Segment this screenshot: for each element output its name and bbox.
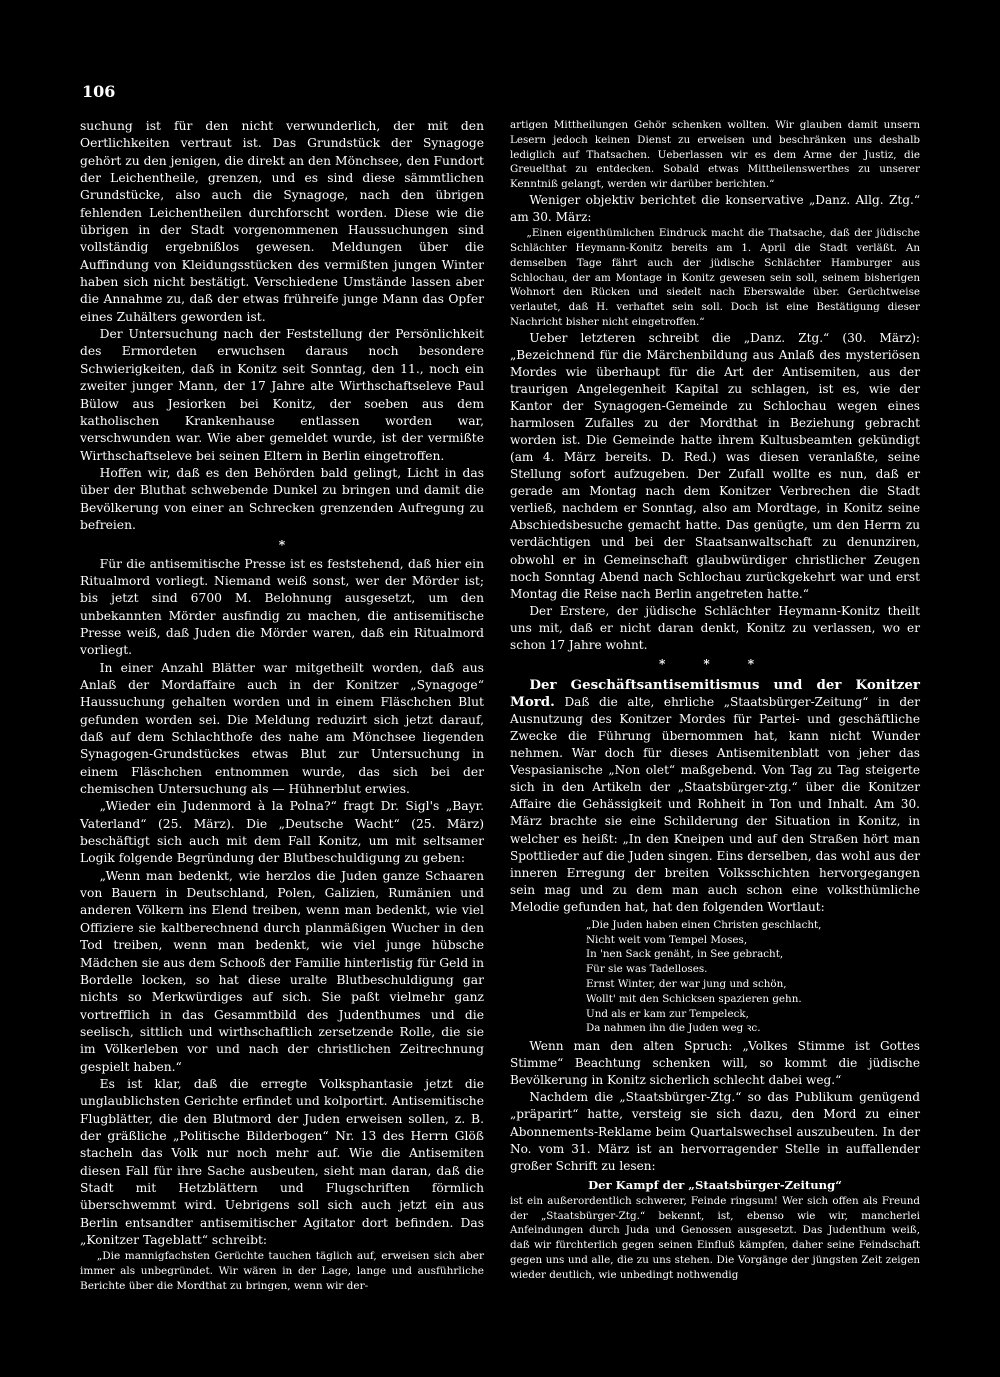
paragraph: Für die antisemitische Presse ist es feststehend, daß hier ein Ritualmord vorliegt. Niemand weiß sonst, wer der Mörder ist; bis jetzt sind 6700 M. Belohnung ausgesetzt, um den unbekannten Mörder ausfindig zu machen, die antisemitische Presse weiß, daß Juden die Mörder waren, daß ein Ritualmord vorliegt. xyxy=(80,556,484,658)
paragraph: suchung ist für den nicht verwunderlich, der mit den Oertlichkeiten vertraut ist. Das Grundstück der Synagoge gehört zu den jenigen, die direkt an den Mönchsee, den Fundort der Leichentheile, grenzen, und es sind diese sämmtlichen Grundstücke, also auch die Synagoge, nach den übrigen fehlenden Leichentheilen durchforscht worden. Diese wie die übrigen in der Stadt vorgenommenen Haussuchungen sind vollständig ergebnißlos gewesen. Meldungen über die Auffindung von Kleidungsstücken des vermißten jungen Winter haben sich nicht bestätigt. Verschiedene Umstände lassen aber die Annahme zu, daß der etwas frühreife junge Mann das Opfer eines Zuhälters geworden ist. xyxy=(80,119,484,324)
paragraph: „Wieder ein Judenmord à la Polna?“ fragt Dr. Sigl's „Bayr. Vaterland“ (25. März). Die „Deutsche Wacht“ (25. März) beschäftigt sich auch mit dem Fall Konitz, um mit seltsamer Logik folgende Begründung der Blutbeschuldigung zu geben: xyxy=(80,799,484,866)
quoted-paragraph: „Die mannigfachsten Gerüchte tauchen täglich auf, erweisen sich aber immer als unbegründet. Wir wären in der Lage, lange und ausführliche Berichte über die Mordthat zu bringen, wenn wir der- xyxy=(80,1250,484,1293)
quoted-paragraph: „Einen eigenthümlichen Eindruck macht die Thatsache, daß der jüdische Schlächter Heymann-Konitz bereits am 1. April die Stadt verläßt. An demselben Tage fährt auch der jüdische Schlächter Hamburger aus Schlochau, der am Montage in Konitz gewesen sein soll, seinem bisherigen Wohnort den Rücken und siedelt nach Eberswalde über. Gerüchtweise verlautet, daß H. verhaftet sein soll. Doch ist eine Bestätigung dieser Nachricht bisher nicht eingetroffen.“ xyxy=(510,227,920,328)
paragraph: Der Erstere, der jüdische Schlächter Heymann-Konitz theilt uns mit, daß er nicht daran denkt, Konitz zu verlassen, wo er schon 17 Jahre wohnt. xyxy=(510,603,920,652)
verse-line: Ernst Winter, der war jung und schön, xyxy=(586,978,787,990)
section-separator-stars: * * * xyxy=(658,656,772,671)
article-body-text: Daß die alte, ehrliche „Staatsbürger-Zeitung“ in der Ausnutzung des Konitzer Mordes für Partei- und geschäftliche Zwecke die Führung übernommen hat, kann nicht Wunder nehmen. War doch für dieses Antisemitenblatt von jeher das Vespasianische „Non olet“ maßgebend. Von Tag zu Tag steigerte sich in den Artikeln der „Staatsbürger-ztg.“ über die Konitzer Affaire die Gehässigkeit und Rohheit in Ton und Inhalt. Am 30. März brachte sie eine Schilderung der Situation in Konitz, in welcher es heißt: „In den Kneipen und auf den Straßen hört man Spottlieder auf die Juden singen. Eins derselben, das wohl aus der inneren Erregung der breiten Volksschichten hervorgegangen sein mag und zu dem man auch schon eine volksthümliche Melodie gefunden hat, hat den folgenden Wortlaut: xyxy=(510,695,920,914)
paragraph: Ueber letzteren schreibt die „Danz. Ztg.“ (30. März): „Bezeichnend für die Märchenbildung aus Anlaß des mysteriösen Mordes wie überhaupt für die Art der Antisemiten, aus der traurigen Angelegenheit Kapital zu schlagen, ist es, wie der Kantor der Synagogen-Gemeinde zu Schlochau wegen eines harmlosen Zufalles zu der Mordthat in Beziehung gebracht worden ist. Die Gemeinde hatte ihrem Kultusbeamten gekündigt (am 4. März bereits. D. Red.) was diesen veranlaßte, seine Stellung sofort aufzugeben. Der Zufall wollte es nun, daß er gerade am Montag nach dem Konitzer Verbrechen die Stadt verließ, nachdem er Sonntag, also am Mordtage, in Konitz seine Abschiedsbesuche gemacht hatte. Das genügte, um den Herrn zu verdächtigen und bei der Staatsanwaltschaft zu denunziren, obwohl er in Gemeinschaft glaubwürdiger christlicher Zeugen noch Sonntag Abend nach Schlochau zurückgekehrt war und erst Montag die Reise nach Berlin angetreten hatte.“ xyxy=(510,330,920,601)
paragraph: Der Untersuchung nach der Feststellung der Persönlichkeit des Ermordeten erwuchsen daraus noch besondere Schwierigkeiten, daß in Konitz seit Sonntag, den 11., noch ein zweiter junger Mann, der 17 Jahre alte Wirthschaftseleve Paul Bülow aus Jesiorken bei Konitz, der soeben aus dem katholischen Krankenhause entlassen worden war, verschwunden war. Wie aber gemeldet wurde, ist der vermißte Wirthschaftseleve bei seinen Eltern in Berlin eingetroffen. xyxy=(80,327,484,463)
paragraph: Hoffen wir, daß es den Behörden bald gelingt, Licht in das über der Bluthat schwebende Dunkel zu bringen und damit die Bevölkerung von einer an Schrecken grenzenden Aufregung zu befreien. xyxy=(80,465,484,532)
advertisement-heading: Der Kampf der „Staatsbürger-Zeitung“ xyxy=(588,1177,842,1192)
article-heading: Der Geschäftsantisemitismus und der Konitzer Mord. xyxy=(510,676,920,710)
verse-line: Und als er kam zur Tempeleck, xyxy=(586,1007,749,1020)
paragraph: Es ist klar, daß die erregte Volksphantasie jetzt die unglaublichsten Gerichte erfindet und kolportirt. Antisemitische Flugblätter, die den Blutmord der Juden erweisen sollen, z. B. der gräßliche „Politische Bilderbogen“ Nr. 13 des Herrn Glöß stacheln das Volk nur noch mehr auf. Wie die Antisemiten diesen Fall für ihre Sache ausbeuten, sieht man daran, daß die Stadt mit Hetzblättern und Flugschriften förmlich überschwemmt wird. Uebrigens soll sich auch jetzt ein aus Berlin entsandter antisemitischer Agitator dort befinden. Das „Konitzer Tageblatt“ schreibt: xyxy=(80,1076,484,1247)
article-paragraph-with-heading xyxy=(510,677,920,916)
verse-line: In 'nen Sack genäht, in See gebracht, xyxy=(586,948,784,961)
paragraph: Wenn man den alten Spruch: „Volkes Stimme ist Gottes Stimme“ Beachtung schenken will, so kommt die jüdische Bevölkerung in Konitz sicherlich schlecht dabei weg.“ xyxy=(510,1039,920,1088)
paragraph: Weniger objektiv berichtet die konservative „Danz. Allg. Ztg.“ am 30. März: xyxy=(510,192,920,225)
verse-line: Wollt' mit den Schicksen spazieren gehn. xyxy=(586,992,802,1005)
right-column xyxy=(510,118,920,1283)
paragraph: „Wenn man bedenkt, wie herzlos die Juden ganze Schaaren von Bauern in Deutschland, Polen, Galizien, Rumänien und anderen Völkern ins Elend treiben, wenn man bedenkt, wie viel Offiziere sie kaltberechnend durch planmäßigen Wucher in den Tod treiben, wenn man bedenkt, wie viel junge hübsche Mädchen sie aus dem Schooß der Familie hinterlistig für Geld in Bordelle locken, so hat diese uralte Blutbeschuldigung gar nichts so Merkwürdiges auf sich. Sie paßt vielmehr ganz vortrefflich in das Gesammtbild des Judenthumes und die seelisch, sittlich und wirthschaftlich zersetzende Rolle, die sie im Völkerleben vor und nach der christlichen Zeitrechnung gespielt haben.“ xyxy=(80,868,484,1074)
verse-line: „Die Juden haben einen Christen geschlacht, xyxy=(586,918,822,931)
verse-line: Für sie was Tadelloses. xyxy=(586,963,708,976)
paragraph: Nachdem die „Staatsbürger-Ztg.“ so das Publikum genügend „präparirt“ hatte, versteig sie sich dazu, den Mord zu einer Abonnements-Reklame beim Quartalswechsel auszubeuten. In der No. vom 31. März ist an hervorragender Stelle in auffallender großer Schrift zu lesen: xyxy=(510,1090,920,1173)
left-column xyxy=(80,118,484,1294)
quoted-paragraph: artigen Mittheilungen Gehör schenken wollten. Wir glauben damit unsern Lesern jedoch keinen Dienst zu erweisen und beschränken uns deshalb lediglich auf Thatsachen. Ueberlassen wir es dem Arme der Justiz, die Greuelthat zu entdecken. Sobald etwas Mittheilenswerthes zu unserer Kenntniß gelangt, werden wir darüber berichten.“ xyxy=(510,119,920,191)
page-number: 106 xyxy=(82,82,116,101)
verse-line: Nicht weit vom Tempel Moses, xyxy=(586,933,748,946)
quoted-paragraph: ist ein außerordentlich schwerer, Feinde ringsum! Wer sich offen als Freund der „Staatsbürger-Ztg.“ bekennt, ist, ebenso wie wir, mancherlei Anfeindungen durch Juda und Genossen ausgesetzt. Das Judenthum weiß, daß wir fürchterlich gegen seinen Einfluß kämpfen, daher seine Feindschaft gegen uns und alle, die zu uns stehen. Die Vorgänge der jüngsten Zeit zeigen wieder deutlich, wie unbedingt nothwendig xyxy=(510,1194,920,1281)
section-separator: * xyxy=(278,537,286,553)
verse-block xyxy=(510,918,920,1036)
paragraph: In einer Anzahl Blätter war mitgetheilt worden, daß aus Anlaß der Mordaffaire auch in der Konitzer „Synagoge“ Haussuchung gehalten worden und in einem Fläschchen Blut gefunden worden sei. Die Meldung reduzirt sich jetzt darauf, daß auf dem Schlachthofe des nahe am Mönchsee liegenden Synagogen-Grundstückes etwas Blut zur Untersuchung in einem Fläschchen entnommen wurde, das sich bei der chemischen Untersuchung als — Hühnerblut erwies. xyxy=(80,660,484,797)
verse-line: Da nahmen ihn die Juden weg ꝛc. xyxy=(586,1022,761,1035)
